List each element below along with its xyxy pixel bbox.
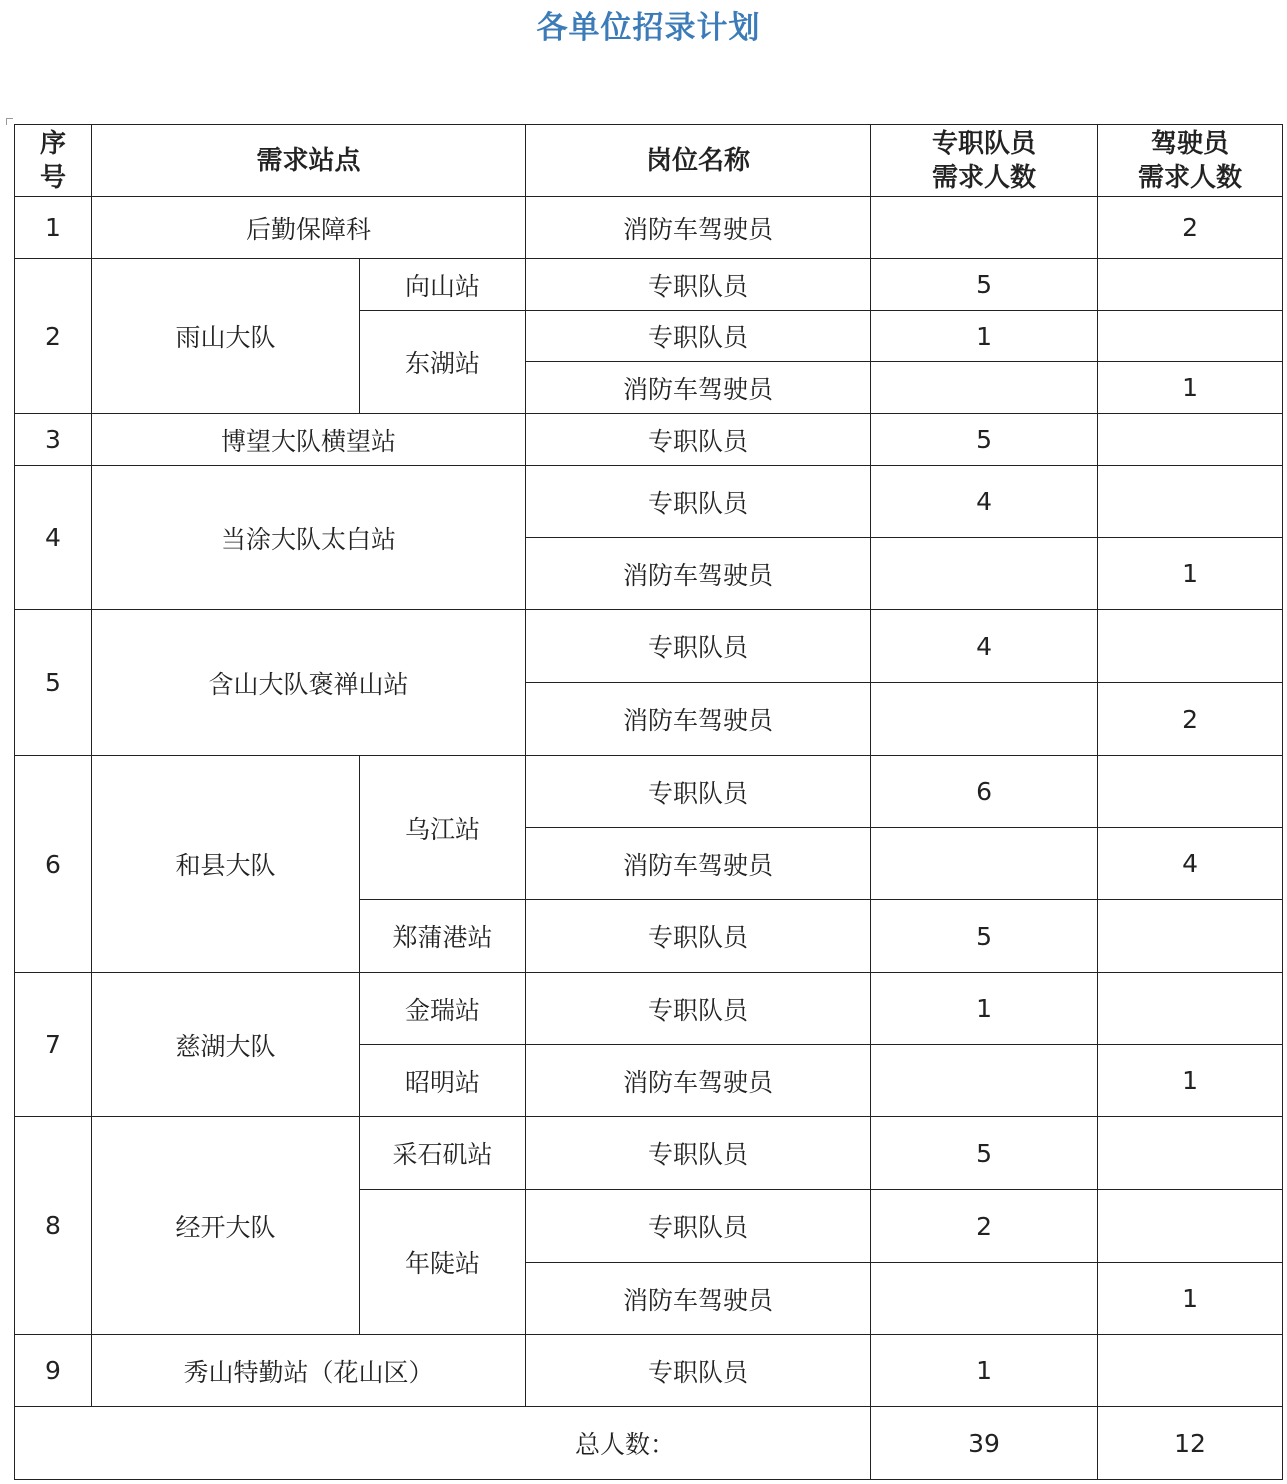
row-seq: 1 xyxy=(15,197,92,259)
total-label: 总人数： xyxy=(15,1407,871,1480)
row-fulltime-count: 1 xyxy=(871,311,1098,362)
row-driver-count xyxy=(1098,900,1283,973)
row-unit: 含山大队褒禅山站 xyxy=(92,610,526,756)
row-fulltime-count: 2 xyxy=(871,1190,1098,1263)
row-fulltime-count: 5 xyxy=(871,900,1098,973)
row-position: 专职队员 xyxy=(526,610,871,683)
row-position: 专职队员 xyxy=(526,973,871,1045)
header-fulltime-count: 专职队员 需求人数 xyxy=(871,125,1098,197)
table-row xyxy=(15,1335,1283,1407)
row-position: 消防车驾驶员 xyxy=(526,828,871,900)
row-driver-count xyxy=(1098,1190,1283,1263)
row-unit: 后勤保障科 xyxy=(92,197,526,259)
header-driver-count: 驾驶员 需求人数 xyxy=(1098,125,1283,197)
row-fulltime-count xyxy=(871,362,1098,414)
row-fulltime-count xyxy=(871,828,1098,900)
table-row xyxy=(15,414,1283,466)
row-station: 昭明站 xyxy=(360,1045,526,1117)
row-position: 专职队员 xyxy=(526,414,871,466)
table-row xyxy=(15,259,1283,311)
row-position: 消防车驾驶员 xyxy=(526,362,871,414)
row-driver-count: 2 xyxy=(1098,683,1283,756)
row-seq: 4 xyxy=(15,466,92,610)
row-position: 专职队员 xyxy=(526,259,871,311)
row-fulltime-count: 5 xyxy=(871,414,1098,466)
recruitment-plan-table xyxy=(14,124,1283,1480)
header-seq: 序 号 xyxy=(15,125,92,197)
row-fulltime-count xyxy=(871,683,1098,756)
row-seq: 5 xyxy=(15,610,92,756)
row-driver-count: 1 xyxy=(1098,538,1283,610)
row-station: 郑蒲港站 xyxy=(360,900,526,973)
row-position: 专职队员 xyxy=(526,1335,871,1407)
row-seq: 3 xyxy=(15,414,92,466)
row-driver-count xyxy=(1098,1335,1283,1407)
row-position: 专职队员 xyxy=(526,311,871,362)
row-fulltime-count xyxy=(871,1263,1098,1335)
header-position: 岗位名称 xyxy=(526,125,871,197)
row-driver-count: 1 xyxy=(1098,362,1283,414)
row-fulltime-count xyxy=(871,197,1098,259)
page-title: 各单位招录计划 xyxy=(536,10,761,46)
total-driver: 12 xyxy=(1098,1407,1283,1480)
row-fulltime-count: 4 xyxy=(871,466,1098,538)
row-fulltime-count: 5 xyxy=(871,1117,1098,1190)
table-row xyxy=(15,466,1283,538)
row-station: 金瑞站 xyxy=(360,973,526,1045)
row-driver-count xyxy=(1098,311,1283,362)
row-position: 专职队员 xyxy=(526,466,871,538)
row-station: 采石矶站 xyxy=(360,1117,526,1190)
row-unit: 博望大队横望站 xyxy=(92,414,526,466)
table-row xyxy=(15,973,1283,1045)
row-driver-count xyxy=(1098,259,1283,311)
table-row xyxy=(15,756,1283,828)
row-driver-count xyxy=(1098,973,1283,1045)
row-position: 消防车驾驶员 xyxy=(526,1045,871,1117)
row-fulltime-count: 5 xyxy=(871,259,1098,311)
row-driver-count xyxy=(1098,414,1283,466)
row-position: 消防车驾驶员 xyxy=(526,538,871,610)
table-corner-mark xyxy=(6,118,13,125)
row-driver-count xyxy=(1098,756,1283,828)
row-position: 消防车驾驶员 xyxy=(526,683,871,756)
row-unit: 秀山特勤站（花山区） xyxy=(92,1335,526,1407)
row-driver-count xyxy=(1098,1117,1283,1190)
table-row xyxy=(15,197,1283,259)
row-unit: 和县大队 xyxy=(92,756,360,973)
row-position: 专职队员 xyxy=(526,900,871,973)
row-driver-count xyxy=(1098,466,1283,538)
row-position: 专职队员 xyxy=(526,756,871,828)
total-row xyxy=(15,1407,1283,1480)
row-seq: 2 xyxy=(15,259,92,414)
row-position: 消防车驾驶员 xyxy=(526,1263,871,1335)
row-driver-count: 2 xyxy=(1098,197,1283,259)
row-station: 乌江站 xyxy=(360,756,526,900)
row-seq: 6 xyxy=(15,756,92,973)
row-driver-count xyxy=(1098,610,1283,683)
row-seq: 7 xyxy=(15,973,92,1117)
row-position: 专职队员 xyxy=(526,1190,871,1263)
row-driver-count: 1 xyxy=(1098,1045,1283,1117)
row-fulltime-count xyxy=(871,1045,1098,1117)
table-row xyxy=(15,1117,1283,1190)
row-station: 东湖站 xyxy=(360,311,526,414)
row-fulltime-count: 1 xyxy=(871,1335,1098,1407)
row-fulltime-count: 6 xyxy=(871,756,1098,828)
row-position: 消防车驾驶员 xyxy=(526,197,871,259)
row-driver-count: 1 xyxy=(1098,1263,1283,1335)
total-fulltime: 39 xyxy=(871,1407,1098,1480)
row-unit: 慈湖大队 xyxy=(92,973,360,1117)
row-fulltime-count: 4 xyxy=(871,610,1098,683)
row-position: 专职队员 xyxy=(526,1117,871,1190)
header-station: 需求站点 xyxy=(92,125,526,197)
row-seq: 8 xyxy=(15,1117,92,1335)
row-unit: 当涂大队太白站 xyxy=(92,466,526,610)
row-station: 年陡站 xyxy=(360,1190,526,1335)
row-unit: 雨山大队 xyxy=(92,259,360,414)
row-fulltime-count xyxy=(871,538,1098,610)
table-row xyxy=(15,610,1283,683)
row-station: 向山站 xyxy=(360,259,526,311)
row-seq: 9 xyxy=(15,1335,92,1407)
row-fulltime-count: 1 xyxy=(871,973,1098,1045)
row-unit: 经开大队 xyxy=(92,1117,360,1335)
table-header-row xyxy=(15,125,1283,197)
row-driver-count: 4 xyxy=(1098,828,1283,900)
